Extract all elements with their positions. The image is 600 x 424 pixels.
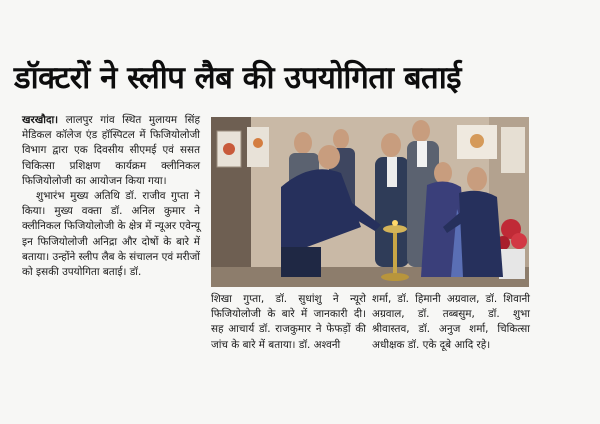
news-photo — [211, 117, 529, 287]
photo-illustration — [211, 117, 529, 287]
paragraph-2: शुभारंभ मुख्य अतिथि डॉ. राजीव गुप्ता ने किया। मुख्य वक्ता डॉ. अनिल कुमार ने क्लीनिकल फिजियोलोजी के क्षेत्र में न्यूअर एवेन्यू इन फिजियोलोजी अनिद्रा और दोषों के बारे में बताया। उन्होंने स्लीप लैब के संचालन एवं मरीजों को इसकी उपयोगिता बताई। डॉ. — [22, 190, 200, 279]
column-2: शिखा गुप्ता, डॉ. सुधांशु ने न्यूरो फिजियोलोजी के बारे में जानकारी दी। सह आचार्य डॉ. राजकुमार ने फेफड़ों की जांच के बारे में बताया। डॉ. अश्वनी — [211, 293, 366, 351]
column-1 — [22, 113, 200, 280]
dateline: खरखौदा। — [22, 114, 59, 126]
headline: डॉक्टरों ने स्लीप लैब की उपयोगिता बताई — [14, 60, 461, 96]
column-3: शर्मा, डॉ. हिमानी अग्रवाल, डॉ. शिवानी अग्रवाल, डॉ. तब्बसुम, डॉ. शुभा श्रीवास्तव, डॉ. अनुज शर्मा, चिकित्सा अधीक्षक डॉ. एके दूबे आदि रहे। — [372, 293, 530, 351]
paragraph-1 — [22, 113, 200, 189]
paragraph-1-text: लालपुर गांव स्थित मुलायम सिंह मेडिकल कॉलेज एंड हॉस्पिटल में फिजियोलोजी विभाग द्वारा एक दिवसीय सीएमई एवं ससत चिकित्सा प्रशिक्षण कार्यक्रम क्लीनिकल फिजियोलोजी का आयोजन किया गया। — [22, 114, 200, 187]
